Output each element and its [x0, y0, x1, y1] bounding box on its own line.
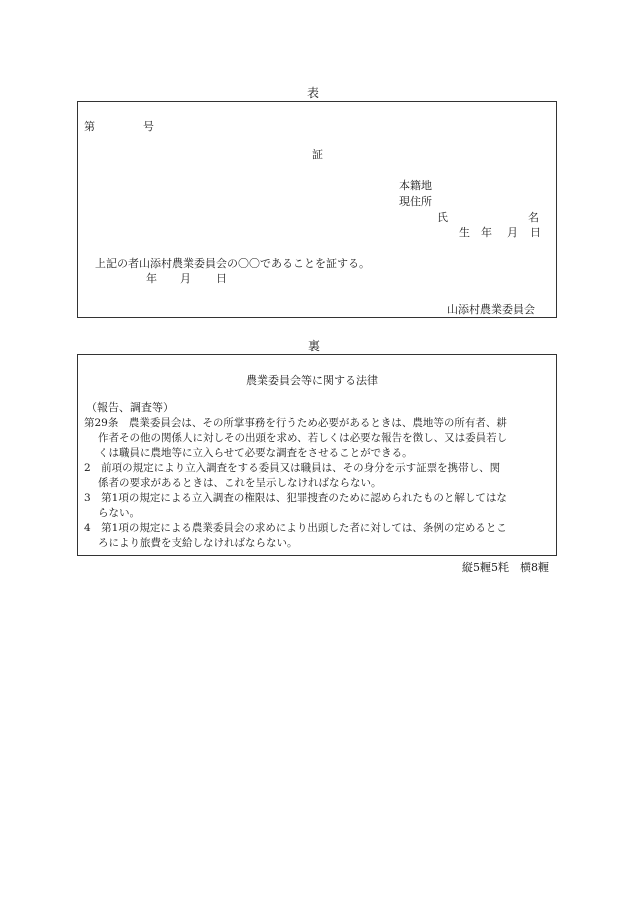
- article-line: くは職員に農地等に立入らせて必要な調査をさせることができる。: [98, 447, 413, 459]
- issue-date-day: 日: [216, 272, 227, 285]
- article-line: 係者の要求があるときは、これを呈示しなければならない。: [98, 477, 382, 489]
- back-heading: 裏: [308, 339, 321, 353]
- issue-date-year: 年: [146, 272, 157, 285]
- article-line: 3 第1項の規定による立入調査の権限は、犯罪捜査のために認められたものと解してはな: [84, 492, 507, 504]
- card-size-note: 縦5糎5粍 横8糎: [462, 561, 549, 574]
- birth-month-label: 月: [507, 226, 518, 239]
- article-line: 2 前項の規定により立入調査をする委員又は職員は、その身分を示す証票を携帯し、関: [84, 462, 501, 474]
- section-caption: （報告、調査等）: [86, 401, 174, 414]
- certificate-number-suffix: 号: [143, 120, 154, 133]
- address-label: 現住所: [399, 195, 432, 208]
- law-title: 農業委員会等に関する法律: [246, 374, 378, 387]
- back-card: [77, 354, 557, 556]
- name-label-first: 氏: [437, 211, 448, 224]
- birth-day-label: 日: [530, 226, 541, 239]
- front-heading: 表: [307, 86, 320, 100]
- certificate-number-prefix: 第: [84, 120, 95, 133]
- birth-year-label: 生 年: [459, 226, 492, 239]
- article-line: らない。: [98, 507, 140, 519]
- article-line: 作者その他の関係人に対しその出頭を求め、若しくは必要な報告を徴し、又は委員若し: [98, 432, 508, 444]
- article-line: 4 第1項の規定による農業委員会の求めにより出頭した者に対しては、条例の定めるとこ: [84, 522, 507, 534]
- certification-statement: 上記の者山添村農業委員会の〇〇であることを証する。: [95, 257, 370, 270]
- issuer-name: 山添村農業委員会: [447, 303, 535, 316]
- article-line: 第29条 農業委員会は、その所掌事務を行うため必要があるときは、農地等の所有者、耕: [84, 417, 507, 429]
- issue-date-month: 月: [180, 272, 191, 285]
- front-card: [77, 101, 557, 318]
- name-label-last: 名: [528, 211, 539, 224]
- honseki-label: 本籍地: [399, 179, 432, 192]
- certificate-title: 証: [312, 148, 323, 161]
- article-line: ろにより旅費を支給しなければならない。: [98, 537, 298, 549]
